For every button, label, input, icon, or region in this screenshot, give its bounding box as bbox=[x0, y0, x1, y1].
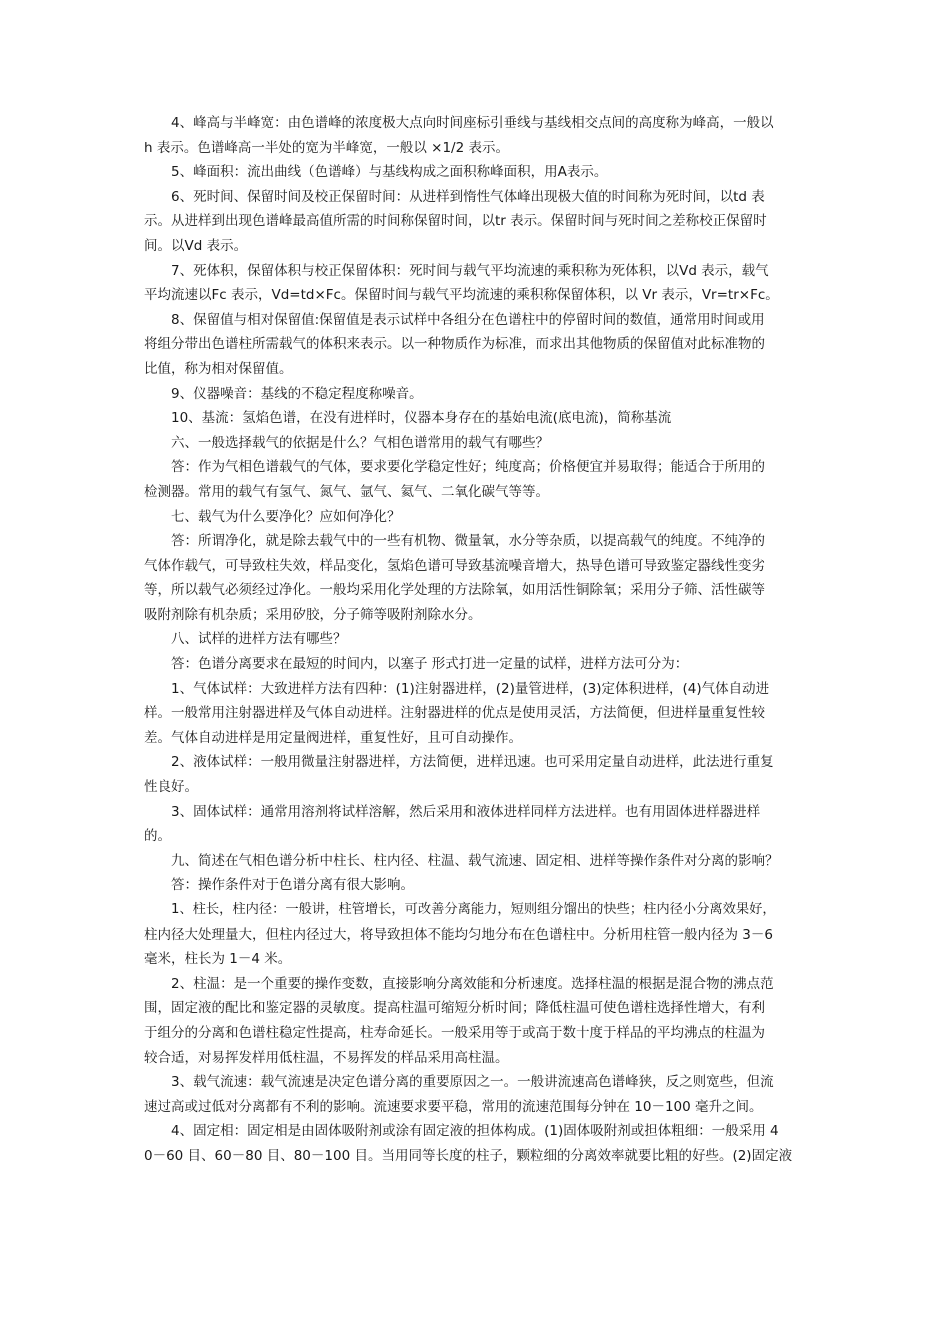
question-9-heading bbox=[144, 849, 812, 874]
paragraph-line: 八、试样的进样方法有哪些？ bbox=[171, 631, 347, 648]
paragraph-column-temperature bbox=[144, 972, 812, 1070]
paragraph-line: 吸附剂除有机杂质；采用矽胶，分子筛等吸附剂除水分。 bbox=[144, 606, 482, 623]
paragraph-column-length bbox=[144, 898, 812, 972]
paragraph-line: 8、保留值与相对保留值:保留值是表示试样中各组分在色谱柱中的停留时间的数值，通常用时间或用 bbox=[171, 311, 765, 328]
paragraph-line: 3、固体试样：通常用溶剂将试样溶解，然后采用和液体进样同样方法进样。也有用固体进样器进样 bbox=[171, 803, 761, 820]
paragraph-noise bbox=[144, 382, 812, 407]
paragraph-line: 4、峰高与半峰宽：由色谱峰的浓度极大点向时间座标引垂线与基线相交点间的高度称为峰高，一般以 bbox=[171, 115, 774, 131]
paragraph-line: 答：作为气相色谱载气的气体，要求要化学稳定性好；纯度高；价格便宜并易取得；能适合于所用的 bbox=[171, 459, 765, 476]
answer-7 bbox=[144, 529, 812, 627]
paragraph-line: 5、峰面积：流出曲线（色谱峰）与基线构成之面积称峰面积，用A表示。 bbox=[171, 164, 608, 181]
paragraph-line: h 表示。色谱峰高一半处的宽为半峰宽，一般以 ×1/2 表示。 bbox=[144, 139, 509, 156]
answer-6 bbox=[144, 455, 812, 504]
paragraph-line: 答：所谓净化，就是除去载气中的一些有机物、微量氧，水分等杂质，以提高载气的纯度。不纯净的 bbox=[171, 533, 765, 550]
paragraph-line: 3、载气流速：载气流速是决定色谱分离的重要原因之一。一般讲流速高色谱峰狭，反之则宽些，但流 bbox=[171, 1074, 774, 1091]
paragraph-line: 9、仪器噪音：基线的不稳定程度称噪音。 bbox=[171, 385, 423, 402]
paragraph-line: 7、死体积，保留体积与校正保留体积：死时间与载气平均流速的乘积称为死体积，以Vd 表示，载气 bbox=[171, 262, 769, 279]
paragraph-line: 六、一般选择载气的依据是什么？气相色谱常用的载气有哪些？ bbox=[171, 434, 549, 451]
paragraph-line: 1、气体试样：大致进样方法有四种：(1)注射器进样，(2)量管进样，(3)定体积进样，(4)气体自动进 bbox=[171, 680, 770, 697]
paragraph-gas-sample bbox=[144, 677, 812, 751]
paragraph-solid-sample bbox=[144, 800, 812, 849]
paragraph-line: 性良好。 bbox=[144, 779, 198, 796]
paragraph-liquid-sample bbox=[144, 750, 812, 799]
paragraph-base-current bbox=[144, 406, 812, 431]
paragraph-line: 差。气体自动进样是用定量阀进样，重复性好，且可自动操作。 bbox=[144, 729, 522, 746]
question-8-heading bbox=[144, 627, 812, 652]
question-6-heading bbox=[144, 431, 812, 456]
paragraph-peak-area bbox=[144, 160, 812, 185]
paragraph-line: 答：色谱分离要求在最短的时间内，以塞子 形式打进一定量的试样，进样方法可分为： bbox=[171, 656, 689, 673]
paragraph-line: 七、载气为什么要净化？应如何净化？ bbox=[171, 508, 401, 525]
paragraph-line: 毫米，柱长为 1－4 米。 bbox=[144, 951, 292, 968]
paragraph-line: 等，所以载气必须经过净化。一般均采用化学处理的方法除氧，如用活性铜除氧；采用分子筛、活性碳等 bbox=[144, 582, 765, 599]
paragraph-line: 围，固定液的配比和鉴定器的灵敏度。提高柱温可缩短分析时间；降低柱温可使色谱柱选择性增大，有利 bbox=[144, 1000, 765, 1017]
paragraph-line: 较合适，对易挥发样用低柱温，不易挥发的样品采用高柱温。 bbox=[144, 1049, 509, 1066]
paragraph-retention-value bbox=[144, 308, 812, 382]
paragraph-line: 6、死时间、保留时间及校正保留时间：从进样到惰性气体峰出现极大值的时间称为死时间，以td 表 bbox=[171, 188, 765, 205]
paragraph-line: 平均流速以Fc 表示，Vd=td×Fc。保留时间与载气平均流速的乘积称保留体积，以 Vr 表示，Vr=tr×Fc。 bbox=[144, 287, 779, 304]
paragraph-line: 将组分带出色谱柱所需载气的体积来表示。以一种物质作为标准，而求出其他物质的保留值对此标准物的 bbox=[144, 336, 765, 353]
paragraph-dead-time bbox=[144, 185, 812, 259]
paragraph-line: 0－60 目、60－80 目、80－100 目。当用同等长度的柱子，颗粒细的分离效率就要比粗的好些。(2)固定液 bbox=[144, 1147, 793, 1164]
paragraph-carrier-flow bbox=[144, 1070, 812, 1119]
paragraph-line: 的。 bbox=[144, 828, 171, 845]
paragraph-line: 4、固定相：固定相是由固体吸附剂或涂有固定液的担体构成。(1)固体吸附剂或担体粗细：一般采用 4 bbox=[171, 1123, 779, 1140]
document-page bbox=[144, 111, 812, 1169]
paragraph-line: 示。从进样到出现色谱峰最高值所需的时间称保留时间，以tr 表示。保留时间与死时间之差称校正保留时 bbox=[144, 213, 767, 230]
paragraph-line: 样。一般常用注射器进样及气体自动进样。注射器进样的优点是使用灵活，方法简便，但进样量重复性较 bbox=[144, 705, 765, 722]
question-7-heading bbox=[144, 505, 812, 530]
paragraph-line: 气体作载气，可导致柱失效，样品变化，氢焰色谱可导致基流噪音增大，热导色谱可导致鉴定器线性变劣 bbox=[144, 557, 765, 574]
paragraph-line: 速过高或过低对分离都有不利的影响。流速要求要平稳，常用的流速范围每分钟在 10－100 毫升之间。 bbox=[144, 1098, 763, 1115]
paragraph-line: 柱内径大处理量大，但柱内径过大，将导致担体不能均匀地分布在色谱柱中。分析用柱管一般内径为 3－6 bbox=[144, 926, 773, 943]
paragraph-line: 比值，称为相对保留值。 bbox=[144, 360, 293, 377]
answer-9 bbox=[144, 873, 812, 898]
paragraph-line: 九、简述在气相色谱分析中柱长、柱内径、柱温、载气流速、固定相、进样等操作条件对分离的影响？ bbox=[171, 852, 779, 869]
paragraph-line: 2、柱温：是一个重要的操作变数，直接影响分离效能和分析速度。选择柱温的根据是混合物的沸点范 bbox=[171, 975, 774, 992]
paragraph-line: 于组分的分离和色谱柱稳定性提高，柱寿命延长。一般采用等于或高于数十度于样品的平均沸点的柱温为 bbox=[144, 1024, 765, 1041]
answer-8 bbox=[144, 652, 812, 677]
paragraph-stationary-phase bbox=[144, 1119, 812, 1168]
paragraph-dead-volume bbox=[144, 259, 812, 308]
paragraph-line: 10、基流：氢焰色谱，在没有进样时，仪器本身存在的基始电流(底电流)，简称基流 bbox=[171, 410, 672, 427]
paragraph-line: 间。以Vd 表示。 bbox=[144, 237, 248, 254]
paragraph-line: 检测器。常用的载气有氢气、氮气、氩气、氦气、二氧化碳气等等。 bbox=[144, 483, 549, 500]
paragraph-peak-height bbox=[144, 111, 812, 160]
paragraph-line: 1、柱长，柱内径：一般讲，柱管增长，可改善分离能力，短则组分馏出的快些；柱内径小分离效果好， bbox=[171, 902, 776, 917]
paragraph-line: 答：操作条件对于色谱分离有很大影响。 bbox=[171, 877, 414, 894]
paragraph-line: 2、液体试样：一般用微量注射器进样，方法简便，进样迅速。也可采用定量自动进样，此法进行重复 bbox=[171, 754, 774, 771]
